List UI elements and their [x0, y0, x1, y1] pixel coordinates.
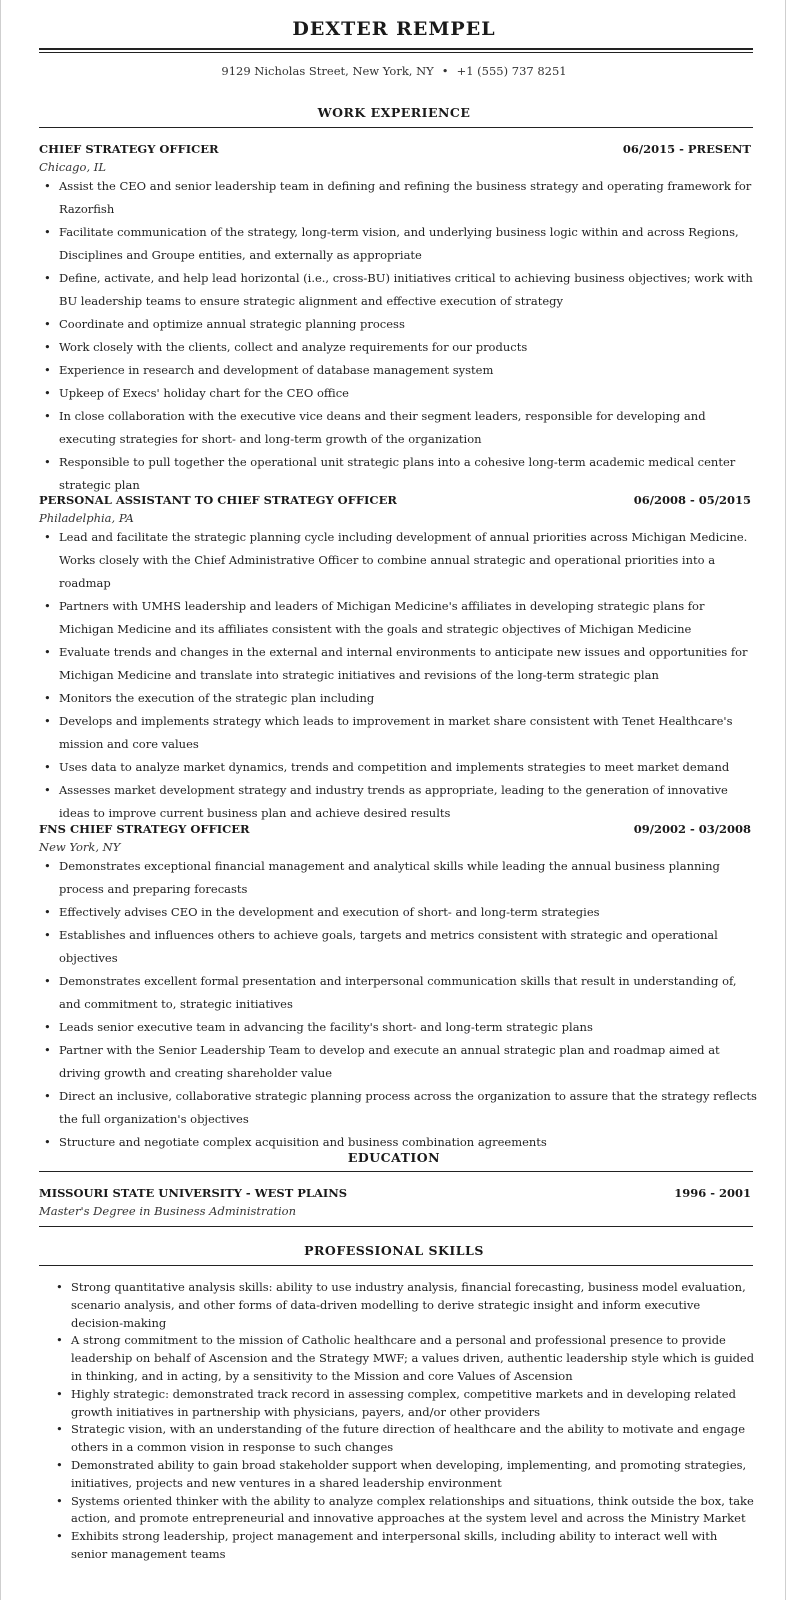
list-item: • A strong commitment to the mission of Catholic healthcare and a personal and professional presence to provide leadership on behalf of Ascension and the Strategy MWF; a values driven, authentic leadership style which is guided in thinking, and in acting, by a sensitivity to the Mission and core Values of Ascension: [51, 1332, 755, 1385]
job-bullets: [39, 855, 759, 1154]
job-bullets: [39, 175, 759, 497]
list-item: • Facilitate communication of the strategy, long-term vision, and underlying business logic within and across Regions, Disciplines and Groupe entities, and externally as appropriate: [39, 221, 759, 267]
job-location: New York, NY: [39, 840, 121, 854]
list-item: • Highly strategic: demonstrated track record in assessing complex, competitive markets and in developing related growth initiatives in partnership with physicians, payers, and/or other providers: [51, 1386, 755, 1422]
job-location: Philadelphia, PA: [39, 511, 134, 525]
list-item: • Strong quantitative analysis skills: ability to use industry analysis, financial forecasting, business model evaluation, scenario analysis, and other forms of data-driven modelling to derive strategic insight and inform executive decision-making: [51, 1279, 755, 1332]
contact-address: 9129 Nicholas Street, New York, NY: [221, 64, 434, 78]
list-item: • Coordinate and optimize annual strategic planning process: [39, 313, 759, 336]
list-item: • Evaluate trends and changes in the external and internal environments to anticipate new issues and opportunities for Michigan Medicine and translate into strategic initiatives and revisions of the long-term strategic plan: [39, 641, 759, 687]
section-title-work-experience: WORK EXPERIENCE: [317, 105, 471, 120]
job-dates: 09/2002 - 03/2008: [633, 822, 751, 836]
list-item: • Strategic vision, with an understanding of the future direction of healthcare and the ability to motivate and engage others in a common vision in response to such changes: [51, 1421, 755, 1457]
list-item: • Direct an inclusive, collaborative strategic planning process across the organization to assure that the strategy reflects the full organization's objectives: [39, 1085, 759, 1131]
contact-line: [1, 64, 786, 78]
list-item: • Assesses market development strategy and industry trends as appropriate, leading to the generation of innovative ideas to improve current business plan and achieve desired results: [39, 779, 759, 825]
list-item: • Define, activate, and help lead horizontal (i.e., cross-BU) initiatives critical to achieving business objectives; work with BU leadership teams to ensure strategic alignment and effective execution of strategy: [39, 267, 759, 313]
job-bullets: [39, 526, 759, 825]
list-item: • Uses data to analyze market dynamics, trends and competition and implements strategies to meet market demand: [39, 756, 759, 779]
section-divider: [39, 127, 753, 128]
job-dates: 06/2008 - 05/2015: [633, 493, 751, 507]
section-title-education: EDUCATION: [347, 1150, 441, 1165]
list-item: • Upkeep of Execs' holiday chart for the CEO office: [39, 382, 759, 405]
skills-list: [51, 1279, 755, 1564]
list-item: • Partners with UMHS leadership and leaders of Michigan Medicine's affiliates in developing strategic plans for Michigan Medicine and its affiliates consistent with the goals and strategic objectives of Michigan Medicine: [39, 595, 759, 641]
list-item: • Demonstrates exceptional financial management and analytical skills while leading the annual business planning process and preparing forecasts: [39, 855, 759, 901]
section-title-professional-skills: PROFESSIONAL SKILLS: [304, 1243, 484, 1258]
list-item: • Structure and negotiate complex acquisition and business combination agreements: [39, 1131, 759, 1154]
list-item: • Develops and implements strategy which leads to improvement in market share consistent with Tenet Healthcare's mission and core values: [39, 710, 759, 756]
header-divider: [39, 48, 753, 53]
list-item: • Monitors the execution of the strategic plan including: [39, 687, 759, 710]
section-divider: [39, 1265, 753, 1266]
list-item: • Demonstrated ability to gain broad stakeholder support when developing, implementing, and promoting strategies, initiatives, projects and new ventures in a shared leadership environment: [51, 1457, 755, 1493]
job-title: PERSONAL ASSISTANT TO CHIEF STRATEGY OFFICER: [39, 493, 397, 507]
list-item: • Demonstrates excellent formal presentation and interpersonal communication skills that result in understanding of, and commitment to, strategic initiatives: [39, 970, 759, 1016]
list-item: • In close collaboration with the executive vice deans and their segment leaders, responsible for developing and executing strategies for short- and long-term growth of the organization: [39, 405, 759, 451]
list-item: • Responsible to pull together the operational unit strategic plans into a cohesive long-term academic medical center strategic plan: [39, 451, 759, 497]
list-item: • Lead and facilitate the strategic planning cycle including development of annual priorities across Michigan Medicine. Works closely with the Chief Administrative Officer to combine annual strategic and operational priorities into a roadmap: [39, 526, 759, 595]
list-item: • Partner with the Senior Leadership Team to develop and execute an annual strategic plan and roadmap aimed at driving growth and creating shareholder value: [39, 1039, 759, 1085]
list-item: • Work closely with the clients, collect and analyze requirements for our products: [39, 336, 759, 359]
job-title: CHIEF STRATEGY OFFICER: [39, 142, 219, 156]
list-item: • Establishes and influences others to achieve goals, targets and metrics consistent with strategic and operational objectives: [39, 924, 759, 970]
job-location: Chicago, IL: [39, 160, 106, 174]
list-item: • Experience in research and development of database management system: [39, 359, 759, 382]
contact-phone: +1 (555) 737 8251: [456, 64, 567, 78]
candidate-name: DEXTER REMPEL: [292, 18, 496, 40]
list-item: • Exhibits strong leadership, project management and interpersonal skills, including ability to interact well with senior management teams: [51, 1528, 755, 1564]
degree: Master's Degree in Business Administration: [39, 1204, 297, 1218]
list-item: • Systems oriented thinker with the ability to analyze complex relationships and situations, think outside the box, take action, and promote entrepreneurial and innovative approaches at the system level and across the Ministry Market: [51, 1493, 755, 1529]
school-name: MISSOURI STATE UNIVERSITY - WEST PLAINS: [39, 1186, 348, 1200]
list-item: • Assist the CEO and senior leadership team in defining and refining the business strategy and operating framework for Razorfish: [39, 175, 759, 221]
list-item: • Effectively advises CEO in the development and execution of short- and long-term strategies: [39, 901, 759, 924]
section-divider: [39, 1171, 753, 1172]
job-dates: 06/2015 - PRESENT: [622, 142, 751, 156]
contact-separator: •: [441, 64, 449, 78]
education-dates: 1996 - 2001: [674, 1186, 751, 1200]
list-item: • Leads senior executive team in advancing the facility's short- and long-term strategic plans: [39, 1016, 759, 1039]
section-divider: [39, 1226, 753, 1227]
job-title: FNS CHIEF STRATEGY OFFICER: [39, 822, 250, 836]
